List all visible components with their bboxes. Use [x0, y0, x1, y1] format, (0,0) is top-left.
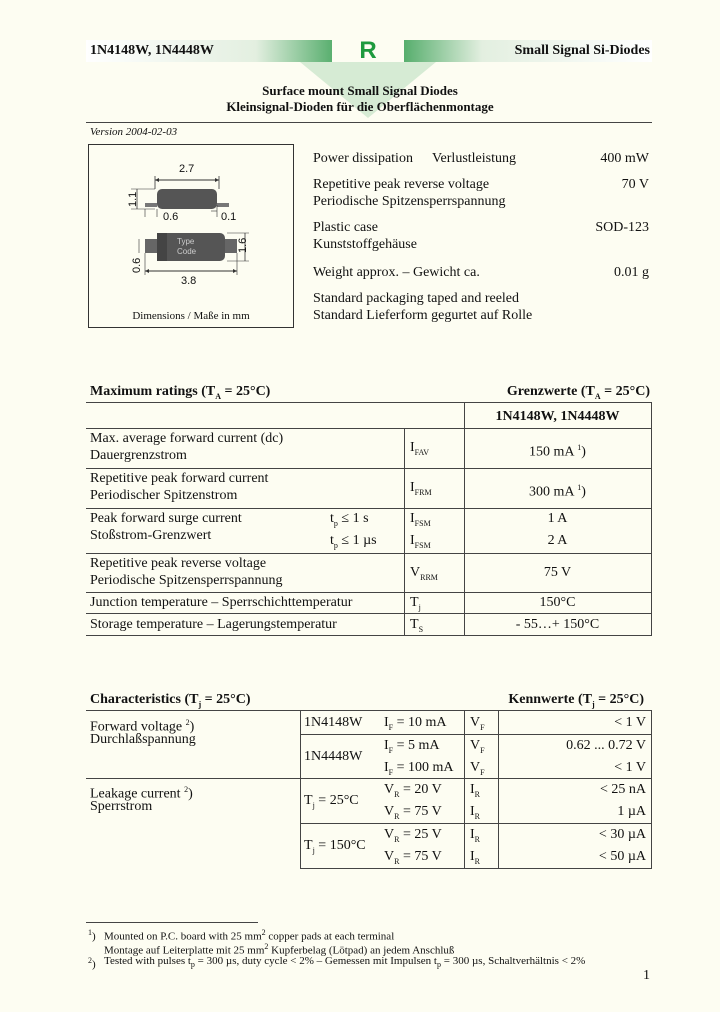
leakage-current-label: Leakage current $^2$): [90, 785, 193, 802]
version: Version 2004-02-03: [90, 126, 178, 138]
leakage-value: < 50 µA: [598, 849, 646, 864]
leakage-temp-2: $T_j = 150^\circ C$: [304, 838, 366, 855]
dim-height: 1.1: [127, 191, 139, 207]
table-rule: [86, 508, 652, 509]
spec-case-label: Plastic case: [313, 220, 378, 235]
forward-symbol: $V_F$: [470, 760, 485, 777]
table-row-label-de: Periodische Spitzensperrspannung: [90, 573, 283, 588]
table-row-value: 2 A: [547, 533, 568, 548]
spec-case-label-de: Kunststoffgehäuse: [313, 237, 417, 252]
table-row-symbol: $I_{FSM}$: [410, 511, 431, 528]
table-row-value: - 55…+ 150°C: [515, 617, 600, 632]
forward-condition: $I_F = 10$ mA: [384, 715, 447, 732]
spec-power-value: 400 mW: [600, 151, 649, 166]
table-row-symbol: $T_S$: [410, 617, 424, 634]
spec-weight-label: Weight approx. – Gewicht ca.: [313, 265, 480, 280]
leakage-value: < 30 µA: [598, 827, 646, 842]
footnote-1-de: Montage auf Leiterplatte mit 25 $mm^2$ Kupferbelag (Lötpad) an jedem Anschluß: [104, 942, 455, 957]
max-ratings-col-header: 1N4148W, 1N4448W: [495, 409, 620, 424]
page-number: 1: [643, 968, 650, 983]
leakage-condition: $V_R = 20$ V: [384, 782, 442, 799]
leakage-condition: $V_R = 25$ V: [384, 827, 442, 844]
table-row-label: Storage temperature – Lagerungstemperatur: [90, 617, 337, 632]
leakage-symbol: $I_R$: [470, 827, 481, 844]
spec-vrrm-label-de: Periodische Spitzensperrspannung: [313, 194, 506, 209]
forward-condition: $I_F = 100$ mA: [384, 760, 454, 777]
spec-case-value: SOD-123: [595, 220, 649, 235]
table-rule: [651, 402, 652, 635]
table-rule: [86, 402, 652, 403]
table-row-symbol: $T_j$: [410, 595, 421, 612]
type-label-2: Code: [177, 247, 197, 256]
table-rule: [86, 428, 652, 429]
spec-power-label: Power dissipation: [313, 151, 413, 166]
table-row-value: 75 V: [543, 565, 572, 580]
footnote-rule: [86, 922, 258, 923]
table-row-condition: $t_p \le 1$ s: [330, 511, 369, 528]
forward-voltage-label: Forward voltage $^2$): [90, 718, 195, 735]
dim-top: 2.7: [179, 163, 195, 175]
table-row-label: Junction temperature – Sperrschichttemperatur: [90, 595, 353, 610]
footnote-2: Tested with pulses $t_p = 300$ µs, duty cycle < 2% – Gemessen mit Impulsen $t_p = 300$ µs, Schaltverhältnis < 2%: [104, 955, 586, 970]
spec-packaging-label: Standard packaging taped and reeled: [313, 291, 520, 306]
dim-right: 0.1: [221, 211, 237, 223]
header-category: Small Signal Si-Diodes: [514, 43, 650, 58]
table-row-symbol: $I_{FAV}$: [410, 440, 430, 457]
table-row-value: 150 mA $^1$): [529, 443, 586, 460]
leakage-current-label-de: Sperrstrom: [90, 799, 153, 814]
table-row-value: 300 mA $^1$): [529, 483, 586, 500]
table-row-value: 1 A: [547, 511, 568, 526]
table-rule: [300, 868, 652, 869]
leakage-symbol: $I_R$: [470, 782, 481, 799]
table-rule: [86, 553, 652, 554]
logo: R: [332, 40, 404, 62]
table-row-label: Repetitive peak reverse voltage: [90, 556, 267, 571]
forward-value: < 1 V: [614, 760, 646, 775]
divider: [86, 122, 652, 123]
table-row-symbol: $I_{FRM}$: [410, 480, 432, 497]
package-drawing: [88, 144, 294, 328]
spec-weight-value: 0.01 g: [614, 265, 649, 280]
table-rule: [86, 710, 652, 711]
dim-left: 0.6: [163, 211, 179, 223]
table-row-label-de: Dauergrenzstrom: [90, 448, 187, 463]
max-ratings-title-de: Grenzwerte $(T_A = 25^\circ C)$: [506, 384, 650, 401]
leakage-symbol: $I_R$: [470, 849, 481, 866]
table-rule: [86, 613, 652, 614]
leakage-value: < 25 nA: [599, 782, 646, 797]
footnote-2-mark: $^2$): [88, 956, 96, 971]
spec-power-label-de: Verlustleistung: [432, 151, 516, 166]
forward-type-2: 1N4448W: [304, 749, 363, 764]
header-part-numbers: 1N4148W, 1N4448W: [90, 43, 214, 58]
table-row-label: Max. average forward current (dc): [90, 431, 284, 446]
dimensions-caption: Dimensions / Maße in mm: [132, 310, 250, 322]
forward-value: < 1 V: [614, 715, 646, 730]
table-rule: [86, 778, 652, 779]
table-row-symbol: $V_{RRM}$: [410, 565, 438, 582]
table-rule: [86, 468, 652, 469]
spec-vrrm-value: 70 V: [621, 177, 649, 192]
table-rule: [86, 592, 652, 593]
forward-type-1: 1N4148W: [304, 715, 363, 730]
footnote-1-en: Mounted on P.C. board with 25 $mm^2$ copper pads at each terminal: [104, 928, 395, 943]
dim-lead: 0.6: [131, 257, 143, 273]
table-row-value: 150°C: [539, 595, 576, 610]
leakage-condition: $V_R = 75$ V: [384, 849, 442, 866]
forward-voltage-label-de: Durchlaßspannung: [90, 732, 196, 747]
forward-symbol: $V_F$: [470, 715, 485, 732]
table-rule: [404, 428, 405, 635]
characteristics-title: Characteristics $(T_j = 25^\circ C)$: [90, 692, 251, 709]
type-label-1: Type: [177, 237, 195, 246]
spec-vrrm-label: Repetitive peak reverse voltage: [313, 177, 490, 192]
forward-symbol: $V_F$: [470, 738, 485, 755]
leakage-temp-1: $T_j = 25^\circ C$: [304, 793, 359, 810]
table-row-label-de: Stoßstrom-Grenzwert: [90, 528, 212, 543]
leakage-symbol: $I_R$: [470, 804, 481, 821]
table-row-label: Peak forward surge current: [90, 511, 242, 526]
forward-condition: $I_F = 5$ mA: [384, 738, 440, 755]
leakage-value: 1 µA: [617, 804, 646, 819]
characteristics-title-de: Kennwerte $(T_j = 25^\circ C)$: [508, 692, 644, 709]
table-row-symbol: $I_{FSM}$: [410, 533, 431, 550]
spec-packaging-label-de: Standard Lieferform gegurtet auf Rolle: [313, 308, 533, 323]
table-row-label: Repetitive peak forward current: [90, 471, 269, 486]
forward-value: 0.62 ... 0.72 V: [566, 738, 646, 753]
dim-body: 1.6: [237, 237, 249, 253]
table-rule: [86, 635, 652, 636]
table-row-condition: $t_p \le 1$ µs: [330, 533, 377, 550]
dim-width: 3.8: [181, 275, 197, 287]
table-row-label-de: Periodischer Spitzenstrom: [90, 488, 238, 503]
max-ratings-title: Maximum ratings $(T_A = 25^\circ C)$: [90, 384, 271, 401]
leakage-condition: $V_R = 75$ V: [384, 804, 442, 821]
title-german: Kleinsignal-Dioden für die Oberflächenmontage: [226, 99, 494, 114]
title-english: Surface mount Small Signal Diodes: [262, 83, 458, 98]
footnote-1-mark: $^1$): [88, 928, 96, 943]
